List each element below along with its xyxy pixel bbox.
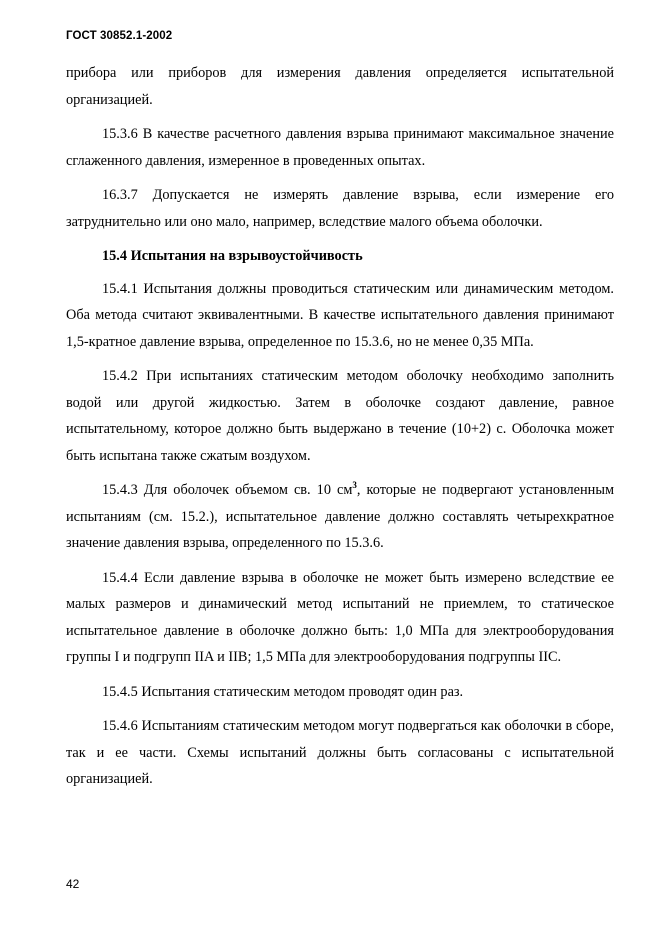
paragraph-15-4-3-start: 15.4.3 Для оболочек объемом св. 10 см [102, 482, 353, 498]
paragraph-15-3-6: 15.3.6 В качестве расчетного давления взрыва принимают максимальное значение сглаженного давления, измеренное в проведенных опытах. [66, 126, 614, 169]
paragraph-continuation: прибора или приборов для измерения давления определяется испытательной организацией. [66, 65, 614, 108]
paragraph-15-4-3 [66, 477, 614, 557]
document-body [66, 60, 614, 801]
document-code-header: ГОСТ 30852.1-2002 [66, 30, 173, 42]
page-number: 42 [66, 877, 80, 891]
section-heading-15-4: 15.4 Испытания на взрывоустойчивость [102, 248, 363, 264]
superscript-cubic: 3 [352, 480, 357, 491]
paragraph-16-3-7: 16.3.7 Допускается не измерять давление взрыва, если измерение его затруднительно или оно мало, например, вследствие малого объема оболочки. [66, 187, 614, 230]
paragraph-15-4-6: 15.4.6 Испытаниям статическим методом могут подвергаться как оболочки в сборе, так и ее части. Схемы испытаний должны быть согласованы с испытательной организацией. [66, 718, 614, 787]
paragraph-15-4-4: 15.4.4 Если давление взрыва в оболочке не может быть измерено вследствие ее малых размеров и динамический метод испытаний не приемлем, то статическое испытательное давление в оболочке должно быть: 1,0 МПа для электрооборудования группы I и подгрупп IIA и IIB; 1,5 МПа для электрооборудования подгруппы IIC. [66, 569, 614, 665]
paragraph-15-4-2: 15.4.2 При испытаниях статическим методом оболочку необходимо заполнить водой или другой жидкостью. Затем в оболочке создают давление, равное испытательному, которое должно быть выдержано в течение (10+2) с. Оболочка может быть испытана также сжатым воздухом. [66, 368, 614, 464]
paragraph-15-4-3-end: , которые не подвергают установленным испытаниям (см. 15.2.), испытательное давление должно составлять четырехкратное значение давления взрыва, определенного по 15.3.6. [66, 482, 614, 551]
paragraph-15-4-1: 15.4.1 Испытания должны проводиться статическим или динамическим методом. Оба метода считают эквивалентными. В качестве испытательного давления принимают 1,5-кратное давление взрыва, определенное по 15.3.6, но не менее 0,35 МПа. [66, 280, 614, 350]
paragraph-15-4-5: 15.4.5 Испытания статическим методом проводят один раз. [102, 683, 464, 700]
